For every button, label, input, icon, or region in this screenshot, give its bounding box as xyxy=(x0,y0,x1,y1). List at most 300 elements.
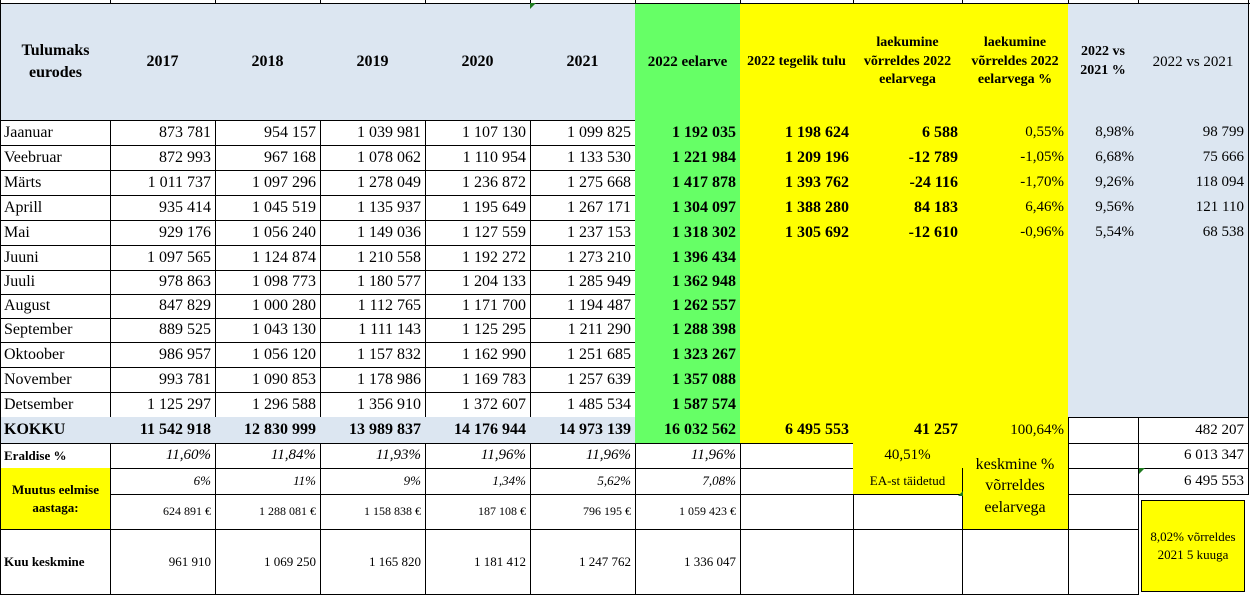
value-v2021-text: 1 273 210 xyxy=(567,248,631,266)
month-name[interactable] xyxy=(0,195,111,221)
value-v2017[interactable] xyxy=(110,220,216,246)
value-vs2021-text: 121 110 xyxy=(1195,199,1244,215)
keskmine-budget[interactable] xyxy=(635,529,741,595)
value-vs2021[interactable] xyxy=(1138,170,1249,196)
month-name-text: Veebruar xyxy=(4,148,62,166)
total-v2020-text: 14 176 944 xyxy=(454,421,526,438)
total-label[interactable] xyxy=(0,417,111,444)
value-vs2021[interactable] xyxy=(1138,270,1249,295)
muutus-eur-v2018-text: 1 288 081 € xyxy=(259,504,316,518)
muutus-pct-v2020[interactable] xyxy=(425,468,531,495)
value-v2019[interactable] xyxy=(320,120,426,146)
value-diff-pct-text: -1,05% xyxy=(1020,149,1064,165)
value-v2019-text: 1 078 062 xyxy=(357,148,421,166)
value-v2019-text: 1 111 143 xyxy=(358,321,421,338)
value-v2019-text: 1 210 558 xyxy=(357,248,421,266)
keskmine-v2018[interactable] xyxy=(215,529,321,595)
value-v2018[interactable] xyxy=(215,220,321,246)
header-year-2018[interactable] xyxy=(215,4,321,121)
value-budget[interactable] xyxy=(635,170,741,196)
keskmine-v2021[interactable] xyxy=(530,529,636,595)
value-vs2021[interactable] xyxy=(1138,318,1249,343)
header-vs-budget-pct[interactable] xyxy=(962,4,1069,121)
value-diff-pct[interactable] xyxy=(962,342,1069,368)
muutus-pct-v2019[interactable] xyxy=(320,468,426,495)
header-year-2020[interactable] xyxy=(425,4,531,121)
value-v2021[interactable] xyxy=(530,120,636,146)
eraldis-label[interactable] xyxy=(0,443,111,469)
total-budget[interactable] xyxy=(635,417,741,444)
value-budget[interactable] xyxy=(635,145,741,171)
header-year-2019[interactable] xyxy=(320,4,426,121)
value-v2020[interactable] xyxy=(425,270,531,295)
value-diff[interactable] xyxy=(853,195,963,221)
value-actual[interactable] xyxy=(740,120,854,146)
total-actual[interactable] xyxy=(740,417,854,444)
value-v2018-text: 1 097 296 xyxy=(252,173,316,191)
value-budget[interactable] xyxy=(635,270,741,295)
muutus-pct-budget-text: 7,08% xyxy=(702,473,736,488)
value-v2017-text: 872 993 xyxy=(159,148,211,166)
total-v2019[interactable] xyxy=(320,417,426,444)
header-title[interactable] xyxy=(0,4,111,121)
value-v2021-text: 1 267 171 xyxy=(567,198,631,216)
value-diff-pct[interactable] xyxy=(962,294,1069,319)
value-v2018-text: 1 000 280 xyxy=(252,297,316,314)
month-name-text: Juuni xyxy=(4,248,39,266)
header-title-text: Tulumaks eurodes xyxy=(21,42,90,81)
header-year-2017[interactable] xyxy=(110,4,216,121)
muutus-pct-v2020-text: 1,34% xyxy=(492,473,526,488)
value-v2019[interactable] xyxy=(320,367,426,393)
value-vs2021-pct[interactable] xyxy=(1068,318,1139,343)
value-budget-text: 1 304 097 xyxy=(672,198,736,216)
value-actual[interactable] xyxy=(740,270,854,295)
value-v2020[interactable] xyxy=(425,195,531,221)
value-diff-pct[interactable] xyxy=(962,270,1069,295)
value-v2019[interactable] xyxy=(320,195,426,221)
value-v2021-text: 1 133 530 xyxy=(567,148,631,166)
muutus-eur-empty-pct[interactable] xyxy=(1068,494,1139,530)
value-v2018[interactable] xyxy=(215,120,321,146)
value-v2021-text: 1 099 825 xyxy=(567,123,631,141)
value-v2019-text: 1 112 765 xyxy=(357,297,421,314)
cell-comment-marker xyxy=(958,491,963,496)
value-v2021[interactable] xyxy=(530,392,636,418)
month-name[interactable] xyxy=(0,120,111,146)
value-v2017-text: 847 829 xyxy=(159,297,211,314)
value-diff-pct[interactable] xyxy=(962,367,1069,393)
ea-taidetud-text: EA-st täidetud xyxy=(869,473,946,488)
value-v2019[interactable] xyxy=(320,392,426,418)
keskmine-v2020[interactable] xyxy=(425,529,531,595)
value-v2019[interactable] xyxy=(320,318,426,343)
keskmine-v2018-text: 1 069 250 xyxy=(264,553,316,569)
total-v2018[interactable] xyxy=(215,417,321,444)
value-diff-pct[interactable] xyxy=(962,318,1069,343)
value-v2019-text: 1 178 986 xyxy=(357,370,421,388)
value-v2019[interactable] xyxy=(320,145,426,171)
comparison-note[interactable] xyxy=(1141,500,1245,592)
value-vs2021-text: 75 666 xyxy=(1202,149,1244,165)
keskmine-v2019-text: 1 165 820 xyxy=(369,553,421,569)
value-budget[interactable] xyxy=(635,367,741,393)
value-v2018[interactable] xyxy=(215,318,321,343)
header-year-2019-text: 2019 xyxy=(356,53,389,70)
month-name[interactable] xyxy=(0,170,111,196)
total-vs2021[interactable] xyxy=(1138,417,1249,444)
value-v2017-text: 889 525 xyxy=(159,321,211,338)
month-name[interactable] xyxy=(0,145,111,171)
cell-comment-marker xyxy=(1139,468,1145,474)
value-diff-pct-text: 0,55% xyxy=(1025,124,1064,140)
value-v2021-text: 1 194 487 xyxy=(567,297,631,314)
month-name-text: November xyxy=(4,370,72,388)
month-name[interactable] xyxy=(0,342,111,368)
value-vs2021[interactable] xyxy=(1138,294,1249,319)
value-diff[interactable] xyxy=(853,120,963,146)
total-diff[interactable] xyxy=(853,417,963,444)
value-diff[interactable] xyxy=(853,342,963,368)
value-v2018[interactable] xyxy=(215,342,321,368)
value-vs2021[interactable] xyxy=(1138,120,1249,146)
value-v2018-text: 1 045 519 xyxy=(252,198,316,216)
muutus-empty-actual[interactable] xyxy=(740,468,854,495)
value-vs2021[interactable] xyxy=(1138,367,1249,393)
muutus-pct-v2017[interactable] xyxy=(110,468,216,495)
value-v2017[interactable] xyxy=(110,392,216,418)
value-v2019[interactable] xyxy=(320,342,426,368)
value-v2017[interactable] xyxy=(110,367,216,393)
value-actual-text: 1 209 196 xyxy=(785,148,849,166)
value-diff-pct[interactable] xyxy=(962,170,1069,196)
keskmine-note[interactable] xyxy=(962,443,1069,530)
value-v2017[interactable] xyxy=(110,270,216,295)
keskmine-v2020-text: 1 181 412 xyxy=(474,553,526,569)
value-v2020-text: 1 171 700 xyxy=(462,297,526,314)
value-v2021[interactable] xyxy=(530,170,636,196)
value-v2019[interactable] xyxy=(320,220,426,246)
value-v2020[interactable] xyxy=(425,318,531,343)
value-v2017[interactable] xyxy=(110,145,216,171)
value-actual[interactable] xyxy=(740,342,854,368)
value-v2018[interactable] xyxy=(215,367,321,393)
value-budget[interactable] xyxy=(635,220,741,246)
value-vs2021[interactable] xyxy=(1138,195,1249,221)
muutus-eur-v2018[interactable] xyxy=(215,494,321,530)
value-diff[interactable] xyxy=(853,270,963,295)
value-diff[interactable] xyxy=(853,245,963,271)
value-v2017[interactable] xyxy=(110,170,216,196)
eraldis-v2021[interactable] xyxy=(530,443,636,469)
month-name-text: Märts xyxy=(4,173,42,191)
value-v2020[interactable] xyxy=(425,120,531,146)
eraldis-v2020[interactable] xyxy=(425,443,531,469)
value-v2018-text: 1 056 240 xyxy=(252,223,316,241)
header-budget-text: 2022 eelarve xyxy=(647,53,728,70)
value-v2019[interactable] xyxy=(320,245,426,271)
value-v2019[interactable] xyxy=(320,170,426,196)
value-vs2021-pct[interactable] xyxy=(1068,245,1139,271)
header-vs2021[interactable] xyxy=(1138,4,1249,121)
muutus-eur-empty-actual[interactable] xyxy=(740,494,854,530)
value-actual[interactable] xyxy=(740,220,854,246)
value-v2020[interactable] xyxy=(425,367,531,393)
value-diff-text: -12 789 xyxy=(908,148,958,166)
eraldis-empty-actual[interactable] xyxy=(740,443,854,469)
value-v2020[interactable] xyxy=(425,245,531,271)
value-v2021-text: 1 237 153 xyxy=(567,223,631,241)
header-vs2021-pct[interactable] xyxy=(1068,4,1139,121)
total-budget-text: 16 032 562 xyxy=(664,421,736,438)
eraldis-empty-pct[interactable] xyxy=(1068,443,1139,469)
muutus-pct-v2018[interactable] xyxy=(215,468,321,495)
value-v2020-text: 1 110 954 xyxy=(462,148,526,166)
value-diff-pct[interactable] xyxy=(962,120,1069,146)
value-actual[interactable] xyxy=(740,318,854,343)
eraldis-budget[interactable] xyxy=(635,443,741,469)
header-actual[interactable] xyxy=(740,4,854,121)
eraldis-diff[interactable] xyxy=(853,443,963,469)
month-name[interactable] xyxy=(0,392,111,418)
month-name[interactable] xyxy=(0,367,111,393)
value-v2018-text: 1 056 120 xyxy=(252,345,316,363)
value-diff-pct[interactable] xyxy=(962,392,1069,418)
value-budget-text: 1 323 267 xyxy=(672,345,736,363)
value-v2021[interactable] xyxy=(530,220,636,246)
value-diff-text: -24 116 xyxy=(909,173,958,191)
value-actual-text: 1 198 624 xyxy=(785,123,849,141)
value-v2017-text: 873 781 xyxy=(159,123,211,141)
value-v2021-text: 1 251 685 xyxy=(567,345,631,363)
value-actual[interactable] xyxy=(740,170,854,196)
total-vs2021-pct[interactable] xyxy=(1068,417,1139,444)
value-actual[interactable] xyxy=(740,294,854,319)
value-v2018-text: 1 043 130 xyxy=(252,321,316,338)
value-diff-text: 6 588 xyxy=(922,123,958,141)
value-budget[interactable] xyxy=(635,245,741,271)
value-budget[interactable] xyxy=(635,120,741,146)
value-v2018[interactable] xyxy=(215,145,321,171)
month-name-text: August xyxy=(4,297,51,314)
value-v2021-text: 1 211 290 xyxy=(567,321,631,338)
eraldis-v2019[interactable] xyxy=(320,443,426,469)
value-v2021[interactable] xyxy=(530,342,636,368)
value-v2017[interactable] xyxy=(110,318,216,343)
value-diff-pct[interactable] xyxy=(962,245,1069,271)
value-vs2021-pct[interactable] xyxy=(1068,367,1139,393)
month-name-text: Juuli xyxy=(4,273,36,290)
eraldis-v2017[interactable] xyxy=(110,443,216,469)
value-budget[interactable] xyxy=(635,294,741,319)
value-v2020[interactable] xyxy=(425,145,531,171)
value-vs2021-pct[interactable] xyxy=(1068,392,1139,418)
value-diff-pct[interactable] xyxy=(962,145,1069,171)
value-v2017-text: 929 176 xyxy=(159,223,211,241)
value-vs2021[interactable] xyxy=(1138,220,1249,246)
month-name-text: September xyxy=(4,321,73,338)
value-vs2021-pct[interactable] xyxy=(1068,294,1139,319)
value-v2021[interactable] xyxy=(530,367,636,393)
value-diff[interactable] xyxy=(853,170,963,196)
value-v2018-text: 1 098 773 xyxy=(252,273,316,290)
month-name[interactable] xyxy=(0,270,111,295)
month-name[interactable] xyxy=(0,294,111,319)
eraldis-label-text: Eraldise % xyxy=(4,447,67,463)
value-v2017-text: 1 097 565 xyxy=(147,248,211,266)
value-vs2021-pct[interactable] xyxy=(1068,170,1139,196)
value-actual[interactable] xyxy=(740,245,854,271)
value-diff[interactable] xyxy=(853,392,963,418)
muutus-pct-v2017-text: 6% xyxy=(193,473,211,488)
value-vs2021-pct[interactable] xyxy=(1068,195,1139,221)
value-v2021[interactable] xyxy=(530,195,636,221)
value-v2021[interactable] xyxy=(530,270,636,295)
value-v2017[interactable] xyxy=(110,245,216,271)
value-vs2021-pct[interactable] xyxy=(1068,342,1139,368)
header-vs2021-pct-text: 2022 vs 2021 % xyxy=(1080,44,1126,78)
value-v2019-text: 1 149 036 xyxy=(357,223,421,241)
value-v2020-text: 1 125 295 xyxy=(462,321,526,338)
value-budget-text: 1 362 948 xyxy=(672,273,736,290)
value-v2018[interactable] xyxy=(215,170,321,196)
value-v2017-text: 978 863 xyxy=(159,273,211,290)
value-diff[interactable] xyxy=(853,318,963,343)
value-v2021[interactable] xyxy=(530,245,636,271)
muutus-eur-v2019[interactable] xyxy=(320,494,426,530)
eraldis-v2018[interactable] xyxy=(215,443,321,469)
keskmine-v2017[interactable] xyxy=(110,529,216,595)
value-v2021[interactable] xyxy=(530,294,636,319)
month-name[interactable] xyxy=(0,318,111,343)
eraldis-v2018-text: 11,84% xyxy=(270,447,316,463)
keskmine-empty-pct[interactable] xyxy=(962,529,1069,595)
header-vs-budget-text: laekumine võrreldes 2022 eelarvega xyxy=(863,34,952,88)
keskmine-label[interactable] xyxy=(0,529,111,595)
value-vs2021-pct[interactable] xyxy=(1068,270,1139,295)
value-vs2021-text: 68 538 xyxy=(1202,224,1244,240)
value-v2020[interactable] xyxy=(425,342,531,368)
value-diff-pct[interactable] xyxy=(962,220,1069,246)
header-year-2021[interactable] xyxy=(530,4,636,121)
value-actual-text: 1 388 280 xyxy=(785,198,849,216)
value-v2018[interactable] xyxy=(215,270,321,295)
total-v2021-text: 14 973 139 xyxy=(559,421,631,438)
value-v2021[interactable] xyxy=(530,145,636,171)
value-diff[interactable] xyxy=(853,145,963,171)
muutus-eur-v2021[interactable] xyxy=(530,494,636,530)
value-v2019[interactable] xyxy=(320,270,426,295)
keskmine-empty-diff[interactable] xyxy=(853,529,963,595)
value-diff[interactable] xyxy=(853,367,963,393)
ea-taidetud[interactable] xyxy=(853,468,963,495)
value-v2020-text: 1 192 272 xyxy=(462,248,526,266)
value-actual-text: 1 393 762 xyxy=(785,173,849,191)
value-v2020[interactable] xyxy=(425,392,531,418)
month-name[interactable] xyxy=(0,220,111,246)
muutus-pct-v2021[interactable] xyxy=(530,468,636,495)
value-vs2021[interactable] xyxy=(1138,145,1249,171)
value-actual[interactable] xyxy=(740,367,854,393)
value-budget[interactable] xyxy=(635,392,741,418)
value-diff-pct[interactable] xyxy=(962,195,1069,221)
total-v2021[interactable] xyxy=(530,417,636,444)
muutus-eur-empty-diff[interactable] xyxy=(853,494,963,530)
value-diff[interactable] xyxy=(853,220,963,246)
keskmine-empty-vs[interactable] xyxy=(1068,529,1139,595)
header-actual-text: 2022 tegelik tulu xyxy=(747,53,846,69)
value-vs2021-pct[interactable] xyxy=(1068,220,1139,246)
keskmine-v2017-text: 961 910 xyxy=(168,553,211,569)
value-v2017[interactable] xyxy=(110,342,216,368)
muutus-empty-pct[interactable] xyxy=(1068,468,1139,495)
value-v2018-text: 967 168 xyxy=(264,148,316,166)
comparison-note-text: 8,02% võrreldes 2021 5 kuuga xyxy=(1150,529,1236,562)
value-v2018[interactable] xyxy=(215,392,321,418)
muutus-pct-budget[interactable] xyxy=(635,468,741,495)
total-v2017[interactable] xyxy=(110,417,216,444)
value-budget[interactable] xyxy=(635,195,741,221)
keskmine-empty-actual[interactable] xyxy=(740,529,854,595)
value-actual[interactable] xyxy=(740,392,854,418)
muutus-eur-v2017[interactable] xyxy=(110,494,216,530)
muutus-vs2021[interactable] xyxy=(1138,468,1249,495)
header-vs2021-text: 2022 vs 2021 xyxy=(1152,53,1234,70)
value-v2017[interactable] xyxy=(110,120,216,146)
value-v2019[interactable] xyxy=(320,294,426,319)
value-v2020-text: 1 107 130 xyxy=(462,123,526,141)
header-vs-budget[interactable] xyxy=(853,4,963,121)
value-actual[interactable] xyxy=(740,145,854,171)
total-v2020[interactable] xyxy=(425,417,531,444)
value-vs2021-pct[interactable] xyxy=(1068,120,1139,146)
value-budget[interactable] xyxy=(635,318,741,343)
keskmine-v2019[interactable] xyxy=(320,529,426,595)
value-v2017[interactable] xyxy=(110,195,216,221)
value-vs2021[interactable] xyxy=(1138,392,1249,418)
value-vs2021[interactable] xyxy=(1138,342,1249,368)
value-v2020[interactable] xyxy=(425,294,531,319)
value-v2020-text: 1 162 990 xyxy=(462,345,526,363)
muutus-eur-v2020[interactable] xyxy=(425,494,531,530)
value-v2020-text: 1 236 872 xyxy=(462,173,526,191)
muutus-label[interactable] xyxy=(0,468,111,530)
value-v2021[interactable] xyxy=(530,318,636,343)
value-v2017[interactable] xyxy=(110,294,216,319)
eraldis-vs2021[interactable] xyxy=(1138,443,1249,469)
value-v2020[interactable] xyxy=(425,170,531,196)
value-v2021-text: 1 285 949 xyxy=(567,273,631,290)
value-vs2021-pct-text: 9,56% xyxy=(1095,199,1134,215)
value-vs2021[interactable] xyxy=(1138,245,1249,271)
month-name[interactable] xyxy=(0,245,111,271)
value-diff[interactable] xyxy=(853,294,963,319)
value-v2018[interactable] xyxy=(215,294,321,319)
value-v2020-text: 1 204 133 xyxy=(462,273,526,290)
value-v2018[interactable] xyxy=(215,245,321,271)
muutus-eur-budget[interactable] xyxy=(635,494,741,530)
value-budget[interactable] xyxy=(635,342,741,368)
value-v2017-text: 935 414 xyxy=(159,198,211,216)
header-budget[interactable] xyxy=(635,4,741,121)
value-v2018[interactable] xyxy=(215,195,321,221)
total-diff-pct[interactable] xyxy=(962,417,1069,444)
value-v2020[interactable] xyxy=(425,220,531,246)
value-vs2021-pct-text: 9,26% xyxy=(1095,174,1134,190)
value-actual[interactable] xyxy=(740,195,854,221)
value-vs2021-pct[interactable] xyxy=(1068,145,1139,171)
value-vs2021-pct-text: 6,68% xyxy=(1095,149,1134,165)
